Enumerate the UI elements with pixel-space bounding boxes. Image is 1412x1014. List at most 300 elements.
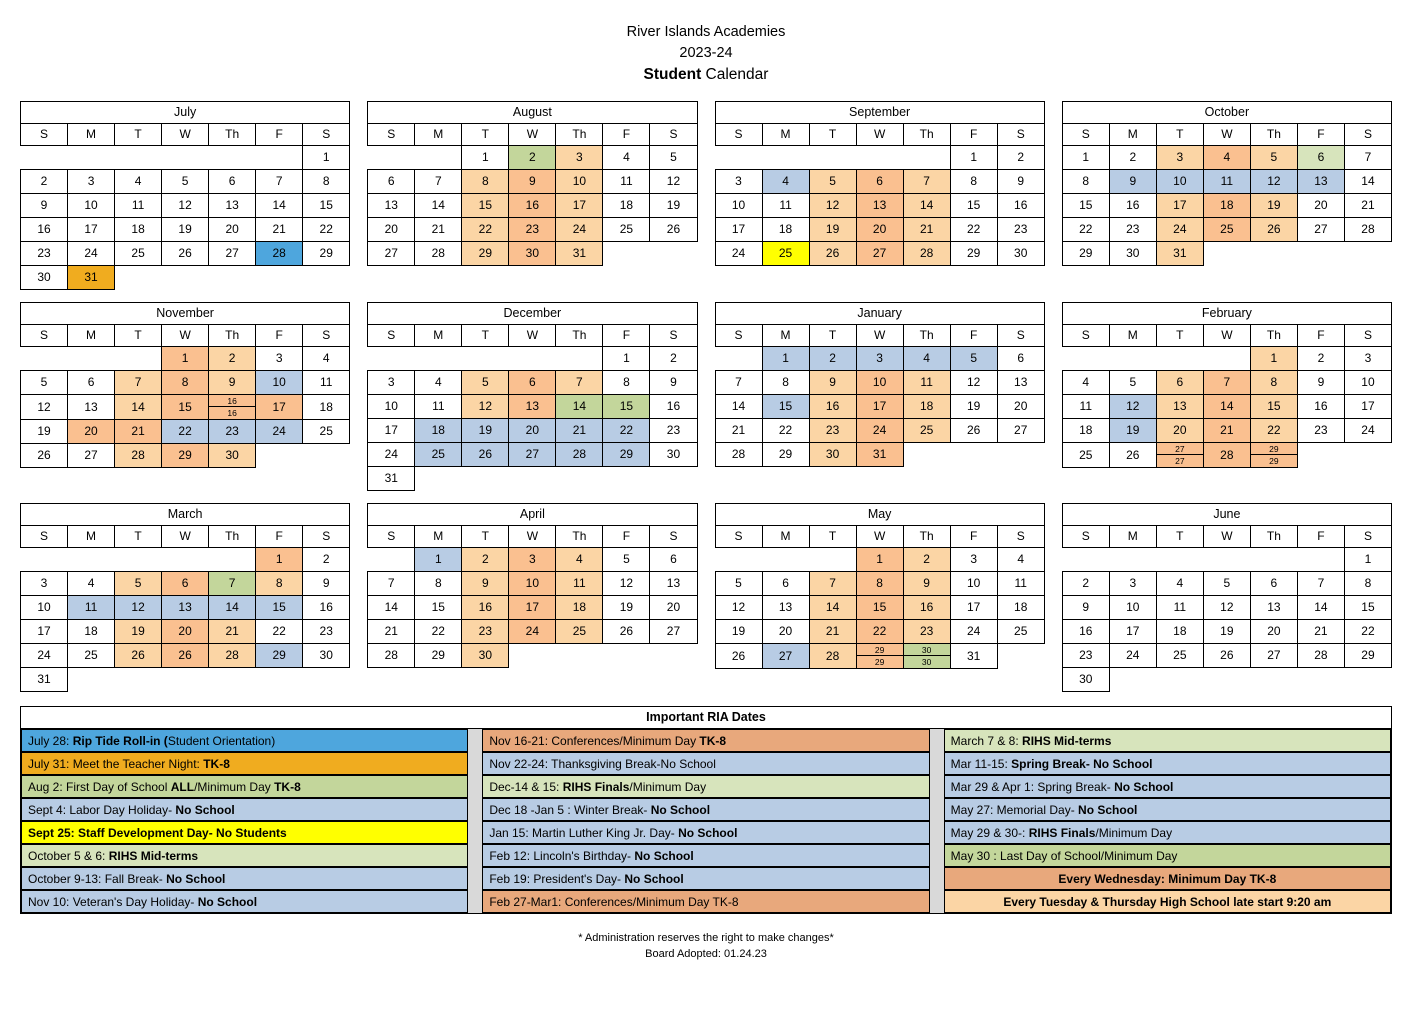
day-cell[interactable]: 27 [209,241,256,265]
day-cell[interactable]: 3 [556,145,603,169]
day-cell[interactable]: 22 [1062,217,1109,241]
day-cell[interactable]: 21 [1344,193,1391,217]
day-cell[interactable]: 1 [415,547,462,571]
day-cell[interactable]: 8 [603,370,650,394]
day-cell[interactable]: 12 [1250,169,1297,193]
day-cell[interactable]: 8 [1062,169,1109,193]
day-cell[interactable]: 15 [462,193,509,217]
day-cell[interactable]: 22 [856,619,903,643]
day-cell[interactable]: 9 [1062,595,1109,619]
day-cell[interactable]: 5 [21,370,68,394]
day-cell[interactable]: 26 [715,643,762,668]
day-cell[interactable]: 12 [809,193,856,217]
day-cell[interactable]: 31 [68,265,115,289]
day-cell[interactable]: 10 [1109,595,1156,619]
day-cell[interactable]: 21 [715,418,762,442]
day-cell[interactable]: 27 [368,241,415,265]
day-cell[interactable]: 3 [856,346,903,370]
day-cell[interactable]: 12 [115,595,162,619]
day-cell[interactable]: 25 [903,418,950,442]
day-cell[interactable]: 23 [303,619,350,643]
day-cell[interactable]: 5 [950,346,997,370]
day-cell[interactable]: 4 [68,571,115,595]
day-cell[interactable]: 9 [303,571,350,595]
day-cell[interactable]: 10 [715,193,762,217]
day-cell[interactable]: 5 [162,169,209,193]
day-cell[interactable]: 12 [715,595,762,619]
day-cell[interactable]: 6 [162,571,209,595]
day-cell[interactable]: 30 [462,643,509,667]
day-cell[interactable]: 25 [1203,217,1250,241]
day-cell[interactable]: 3 [1109,571,1156,595]
day-cell[interactable]: 26 [603,619,650,643]
day-cell[interactable]: 22 [762,418,809,442]
day-cell[interactable]: 3 [256,346,303,370]
day-cell[interactable]: 23 [1109,217,1156,241]
day-cell[interactable]: 2 [1297,346,1344,370]
day-cell[interactable]: 11 [903,370,950,394]
day-cell[interactable]: 28 [256,241,303,265]
day-cell[interactable]: 28 [715,442,762,466]
day-cell[interactable]: 17 [68,217,115,241]
day-cell[interactable]: 10 [68,193,115,217]
day-cell[interactable]: 11 [556,571,603,595]
day-cell[interactable]: 9 [21,193,68,217]
day-cell[interactable]: 5 [1109,370,1156,394]
day-cell[interactable]: 18 [115,217,162,241]
day-cell[interactable]: 19 [650,193,697,217]
day-cell[interactable]: 14 [1344,169,1391,193]
day-cell[interactable]: 28 [115,443,162,467]
day-cell[interactable]: 3 [715,169,762,193]
day-cell[interactable]: 6 [209,169,256,193]
day-cell[interactable]: 26 [162,241,209,265]
day-cell[interactable]: 7 [715,370,762,394]
day-cell[interactable]: 13 [1156,394,1203,418]
day-cell[interactable] [209,394,256,419]
day-cell[interactable]: 21 [115,419,162,443]
day-cell[interactable]: 17 [556,193,603,217]
day-cell[interactable]: 6 [997,346,1044,370]
day-cell[interactable]: 2 [650,346,697,370]
day-cell[interactable]: 5 [115,571,162,595]
day-cell[interactable]: 15 [415,595,462,619]
day-cell[interactable]: 8 [162,370,209,394]
day-cell[interactable] [1250,442,1297,467]
day-cell[interactable]: 13 [997,370,1044,394]
day-cell[interactable]: 29 [256,643,303,667]
day-cell[interactable]: 25 [303,419,350,443]
day-cell[interactable]: 22 [462,217,509,241]
day-cell[interactable]: 16 [1109,193,1156,217]
day-cell[interactable]: 30 [509,241,556,265]
day-cell[interactable]: 30 [1062,667,1109,691]
day-cell[interactable]: 31 [556,241,603,265]
day-cell[interactable]: 4 [903,346,950,370]
day-cell[interactable]: 19 [162,217,209,241]
day-cell[interactable]: 15 [950,193,997,217]
day-cell[interactable]: 25 [68,643,115,667]
day-cell[interactable]: 30 [650,442,697,466]
day-cell[interactable]: 8 [462,169,509,193]
day-cell[interactable]: 24 [256,419,303,443]
day-cell[interactable]: 11 [415,394,462,418]
day-cell[interactable]: 6 [762,571,809,595]
day-cell[interactable]: 20 [856,217,903,241]
day-cell[interactable]: 6 [1156,370,1203,394]
day-cell[interactable]: 7 [1203,370,1250,394]
day-cell[interactable]: 7 [903,169,950,193]
day-cell[interactable]: 5 [715,571,762,595]
day-cell[interactable]: 20 [1250,619,1297,643]
day-cell[interactable]: 20 [762,619,809,643]
day-cell[interactable]: 13 [509,394,556,418]
day-cell[interactable]: 27 [997,418,1044,442]
day-cell[interactable]: 8 [762,370,809,394]
day-cell[interactable]: 10 [856,370,903,394]
day-cell[interactable]: 22 [303,217,350,241]
day-cell[interactable]: 2 [21,169,68,193]
day-cell[interactable]: 14 [415,193,462,217]
day-cell[interactable]: 20 [650,595,697,619]
day-cell[interactable]: 11 [1062,394,1109,418]
day-cell[interactable]: 14 [256,193,303,217]
day-cell[interactable]: 15 [303,193,350,217]
day-cell[interactable]: 7 [1344,145,1391,169]
day-cell[interactable] [903,643,950,668]
day-cell[interactable]: 29 [462,241,509,265]
day-cell[interactable]: 26 [1250,217,1297,241]
day-cell[interactable]: 13 [762,595,809,619]
day-cell[interactable]: 7 [256,169,303,193]
day-cell[interactable]: 21 [903,217,950,241]
day-cell[interactable]: 23 [21,241,68,265]
day-cell[interactable]: 15 [256,595,303,619]
day-cell[interactable]: 20 [209,217,256,241]
day-cell[interactable]: 4 [997,547,1044,571]
day-cell[interactable]: 15 [603,394,650,418]
day-cell[interactable]: 21 [556,418,603,442]
day-cell[interactable]: 11 [1203,169,1250,193]
day-cell[interactable]: 13 [856,193,903,217]
day-cell[interactable]: 12 [1203,595,1250,619]
day-cell[interactable]: 14 [903,193,950,217]
day-cell[interactable]: 9 [1297,370,1344,394]
day-cell[interactable]: 2 [303,547,350,571]
day-cell[interactable]: 30 [303,643,350,667]
day-cell[interactable]: 11 [303,370,350,394]
day-cell[interactable]: 23 [650,418,697,442]
day-cell[interactable]: 29 [1344,643,1391,667]
day-cell[interactable]: 29 [603,442,650,466]
day-cell[interactable]: 12 [603,571,650,595]
day-cell[interactable]: 28 [209,643,256,667]
day-cell[interactable]: 27 [1297,217,1344,241]
day-cell[interactable]: 28 [1203,442,1250,467]
day-cell[interactable]: 14 [715,394,762,418]
day-cell[interactable]: 14 [368,595,415,619]
day-cell[interactable]: 9 [903,571,950,595]
day-cell[interactable]: 6 [68,370,115,394]
day-cell[interactable]: 5 [1250,145,1297,169]
day-cell[interactable]: 3 [68,169,115,193]
day-cell[interactable]: 13 [1250,595,1297,619]
day-cell[interactable]: 28 [1297,643,1344,667]
day-cell[interactable]: 25 [1156,643,1203,667]
day-cell[interactable]: 25 [415,442,462,466]
day-cell[interactable]: 26 [1203,643,1250,667]
day-cell[interactable]: 1 [256,547,303,571]
day-cell[interactable]: 7 [556,370,603,394]
day-cell[interactable]: 22 [162,419,209,443]
day-cell[interactable]: 23 [809,418,856,442]
day-cell[interactable]: 23 [903,619,950,643]
day-cell[interactable]: 13 [650,571,697,595]
day-cell[interactable]: 23 [997,217,1044,241]
day-cell[interactable]: 16 [809,394,856,418]
day-cell[interactable]: 26 [462,442,509,466]
day-cell[interactable]: 2 [209,346,256,370]
day-cell[interactable]: 11 [997,571,1044,595]
day-cell[interactable]: 26 [1109,442,1156,467]
day-cell[interactable]: 15 [856,595,903,619]
day-cell[interactable]: 12 [162,193,209,217]
day-cell[interactable]: 24 [68,241,115,265]
day-cell[interactable]: 18 [762,217,809,241]
day-cell[interactable]: 3 [368,370,415,394]
day-cell[interactable]: 13 [1297,169,1344,193]
day-cell[interactable]: 1 [462,145,509,169]
day-cell[interactable]: 4 [1062,370,1109,394]
day-cell[interactable]: 28 [809,643,856,668]
day-cell[interactable]: 19 [462,418,509,442]
day-cell[interactable]: 28 [903,241,950,265]
day-cell[interactable]: 27 [509,442,556,466]
day-cell[interactable]: 12 [21,394,68,419]
day-cell[interactable]: 8 [1250,370,1297,394]
day-cell[interactable]: 26 [809,241,856,265]
day-cell[interactable]: 10 [1156,169,1203,193]
day-cell[interactable]: 1 [1250,346,1297,370]
day-cell[interactable]: 4 [603,145,650,169]
day-cell[interactable]: 13 [209,193,256,217]
day-cell[interactable]: 22 [1344,619,1391,643]
day-cell[interactable]: 16 [509,193,556,217]
day-cell[interactable]: 28 [368,643,415,667]
day-cell[interactable]: 20 [997,394,1044,418]
day-cell[interactable]: 22 [603,418,650,442]
day-cell[interactable]: 22 [256,619,303,643]
day-cell[interactable]: 2 [1062,571,1109,595]
day-cell[interactable]: 3 [509,547,556,571]
day-cell[interactable]: 20 [68,419,115,443]
day-cell[interactable]: 5 [1203,571,1250,595]
day-cell[interactable]: 18 [1156,619,1203,643]
day-cell[interactable]: 30 [21,265,68,289]
day-cell[interactable]: 14 [1203,394,1250,418]
day-cell[interactable]: 8 [415,571,462,595]
day-cell[interactable]: 10 [1344,370,1391,394]
day-cell[interactable]: 1 [603,346,650,370]
day-cell[interactable]: 1 [162,346,209,370]
day-cell[interactable]: 15 [1062,193,1109,217]
day-cell[interactable]: 19 [603,595,650,619]
day-cell[interactable]: 23 [1062,643,1109,667]
day-cell[interactable]: 2 [809,346,856,370]
day-cell[interactable]: 13 [68,394,115,419]
day-cell[interactable]: 5 [603,547,650,571]
day-cell[interactable]: 21 [1203,418,1250,442]
day-cell[interactable]: 7 [809,571,856,595]
day-cell[interactable]: 24 [1344,418,1391,442]
day-cell[interactable]: 3 [21,571,68,595]
day-cell[interactable]: 9 [1109,169,1156,193]
day-cell[interactable]: 4 [115,169,162,193]
day-cell[interactable]: 20 [162,619,209,643]
day-cell[interactable]: 17 [950,595,997,619]
day-cell[interactable]: 21 [1297,619,1344,643]
day-cell[interactable]: 9 [509,169,556,193]
day-cell[interactable]: 14 [209,595,256,619]
day-cell[interactable]: 21 [415,217,462,241]
day-cell[interactable]: 17 [1109,619,1156,643]
day-cell[interactable]: 10 [368,394,415,418]
day-cell[interactable]: 16 [1062,619,1109,643]
day-cell[interactable]: 1 [950,145,997,169]
day-cell[interactable]: 22 [1250,418,1297,442]
day-cell[interactable]: 18 [415,418,462,442]
day-cell[interactable]: 18 [1062,418,1109,442]
day-cell[interactable]: 17 [715,217,762,241]
day-cell[interactable]: 15 [762,394,809,418]
day-cell[interactable]: 26 [650,217,697,241]
day-cell[interactable]: 24 [368,442,415,466]
day-cell[interactable]: 10 [21,595,68,619]
day-cell[interactable]: 19 [1203,619,1250,643]
day-cell[interactable]: 2 [509,145,556,169]
day-cell[interactable]: 29 [415,643,462,667]
day-cell[interactable]: 3 [950,547,997,571]
day-cell[interactable]: 19 [950,394,997,418]
day-cell[interactable]: 23 [209,419,256,443]
day-cell[interactable]: 16 [303,595,350,619]
day-cell[interactable]: 24 [21,643,68,667]
day-cell[interactable]: 4 [1156,571,1203,595]
day-cell[interactable]: 2 [1109,145,1156,169]
day-cell[interactable]: 25 [762,241,809,265]
day-cell[interactable]: 5 [650,145,697,169]
day-cell[interactable]: 20 [1156,418,1203,442]
day-cell[interactable]: 6 [1250,571,1297,595]
day-cell[interactable]: 16 [650,394,697,418]
day-cell[interactable]: 31 [950,643,997,668]
day-cell[interactable]: 7 [368,571,415,595]
day-cell[interactable]: 24 [1156,217,1203,241]
day-cell[interactable]: 20 [1297,193,1344,217]
day-cell[interactable]: 31 [368,466,415,490]
day-cell[interactable]: 31 [856,442,903,466]
day-cell[interactable]: 18 [1203,193,1250,217]
day-cell[interactable]: 17 [368,418,415,442]
day-cell[interactable]: 23 [462,619,509,643]
day-cell[interactable]: 16 [1297,394,1344,418]
day-cell[interactable]: 10 [950,571,997,595]
day-cell[interactable]: 20 [509,418,556,442]
day-cell[interactable]: 31 [1156,241,1203,265]
day-cell[interactable]: 29 [162,443,209,467]
day-cell[interactable]: 27 [762,643,809,668]
day-cell[interactable]: 19 [21,419,68,443]
day-cell[interactable]: 8 [256,571,303,595]
day-cell[interactable]: 25 [997,619,1044,643]
day-cell[interactable]: 21 [809,619,856,643]
day-cell[interactable]: 29 [950,241,997,265]
day-cell[interactable]: 1 [1062,145,1109,169]
day-cell[interactable]: 25 [556,619,603,643]
day-cell[interactable]: 1 [762,346,809,370]
day-cell[interactable]: 8 [950,169,997,193]
day-cell[interactable]: 17 [1156,193,1203,217]
day-cell[interactable]: 14 [1297,595,1344,619]
day-cell[interactable]: 17 [509,595,556,619]
day-cell[interactable]: 6 [650,547,697,571]
day-cell[interactable]: 18 [556,595,603,619]
day-cell[interactable]: 8 [856,571,903,595]
day-cell[interactable]: 9 [809,370,856,394]
day-cell[interactable]: 30 [809,442,856,466]
day-cell[interactable]: 30 [997,241,1044,265]
day-cell[interactable]: 18 [903,394,950,418]
day-cell[interactable]: 30 [209,443,256,467]
day-cell[interactable]: 26 [162,643,209,667]
day-cell[interactable]: 7 [115,370,162,394]
day-cell[interactable]: 28 [1344,217,1391,241]
day-cell[interactable]: 4 [556,547,603,571]
day-cell[interactable]: 24 [556,217,603,241]
day-cell[interactable]: 19 [115,619,162,643]
day-cell[interactable]: 5 [809,169,856,193]
day-cell[interactable]: 25 [603,217,650,241]
day-cell[interactable]: 27 [650,619,697,643]
day-cell[interactable]: 6 [856,169,903,193]
day-cell[interactable]: 29 [303,241,350,265]
day-cell[interactable]: 17 [256,394,303,419]
day-cell[interactable]: 16 [462,595,509,619]
day-cell[interactable]: 26 [950,418,997,442]
day-cell[interactable]: 15 [1344,595,1391,619]
day-cell[interactable]: 8 [1344,571,1391,595]
day-cell[interactable]: 1 [1344,547,1391,571]
day-cell[interactable]: 11 [115,193,162,217]
day-cell[interactable]: 17 [21,619,68,643]
day-cell[interactable]: 27 [1250,643,1297,667]
day-cell[interactable]: 4 [303,346,350,370]
day-cell[interactable]: 7 [209,571,256,595]
day-cell[interactable]: 24 [1109,643,1156,667]
day-cell[interactable]: 7 [415,169,462,193]
day-cell[interactable]: 2 [462,547,509,571]
day-cell[interactable]: 16 [997,193,1044,217]
day-cell[interactable]: 20 [368,217,415,241]
day-cell[interactable]: 24 [856,418,903,442]
day-cell[interactable]: 25 [1062,442,1109,467]
day-cell[interactable]: 25 [115,241,162,265]
day-cell[interactable]: 2 [997,145,1044,169]
day-cell[interactable]: 10 [556,169,603,193]
day-cell[interactable]: 4 [762,169,809,193]
day-cell[interactable]: 18 [603,193,650,217]
day-cell[interactable]: 31 [21,667,68,691]
